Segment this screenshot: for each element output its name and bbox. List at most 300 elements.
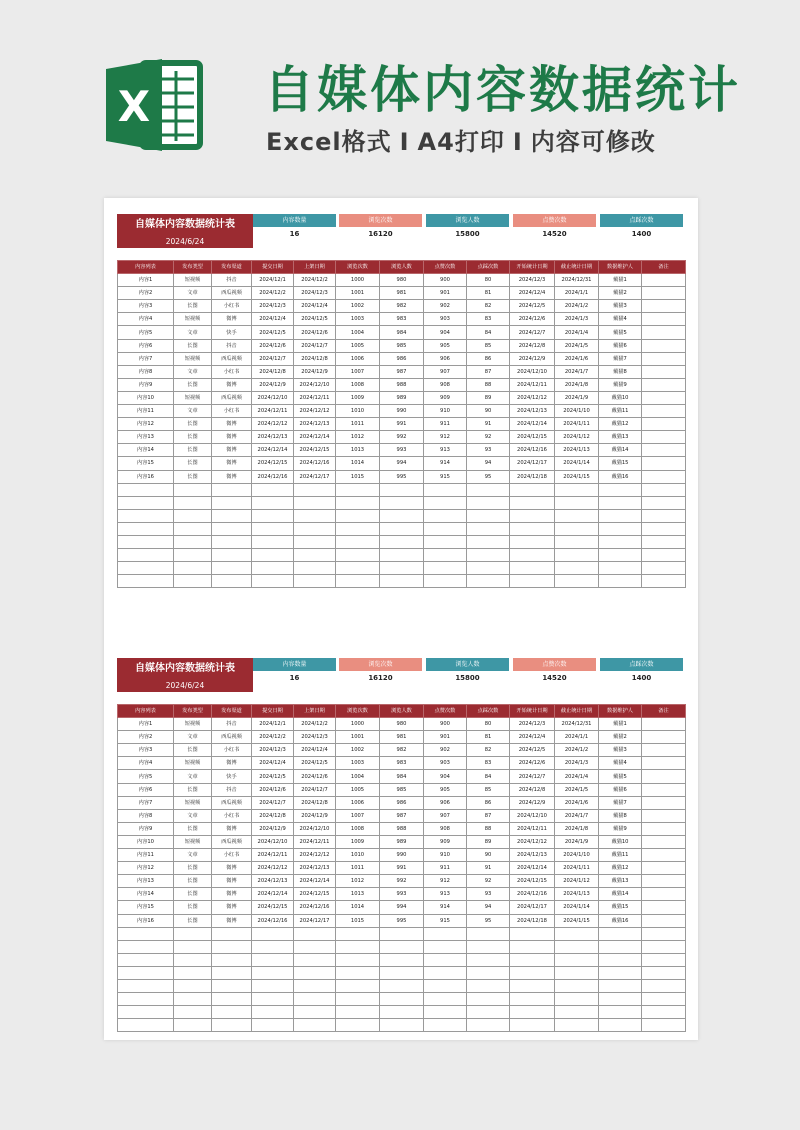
table-cell[interactable]: 2024/12/7 [252, 352, 294, 365]
table-cell[interactable] [174, 927, 212, 940]
table-cell[interactable]: 2024/12/3 [294, 287, 336, 300]
table-cell[interactable]: 82 [467, 300, 510, 313]
table-cell[interactable] [212, 966, 252, 979]
table-cell[interactable] [642, 326, 686, 339]
table-cell[interactable]: 2024/1/11 [555, 418, 599, 431]
table-cell[interactable]: 小红书 [212, 300, 252, 313]
table-cell[interactable] [294, 522, 336, 535]
table-cell[interactable]: 2024/12/16 [252, 470, 294, 483]
table-cell[interactable]: 907 [424, 809, 467, 822]
table-cell[interactable]: 1003 [336, 313, 380, 326]
table-cell[interactable] [642, 300, 686, 313]
table-cell[interactable]: 85 [467, 783, 510, 796]
table-cell[interactable] [555, 496, 599, 509]
table-cell[interactable]: 2024/1/2 [555, 300, 599, 313]
table-cell[interactable] [599, 483, 642, 496]
table-cell[interactable]: 88 [467, 822, 510, 835]
table-cell[interactable]: 81 [467, 287, 510, 300]
table-cell[interactable]: 文章 [174, 405, 212, 418]
table-cell[interactable] [336, 509, 380, 522]
table-cell[interactable]: 89 [467, 835, 510, 848]
table-cell[interactable]: 长图 [174, 744, 212, 757]
table-cell[interactable]: 西瓜视频 [212, 287, 252, 300]
table-cell[interactable]: 长图 [174, 418, 212, 431]
table-cell[interactable]: 2024/12/15 [294, 888, 336, 901]
table-cell[interactable]: 2024/12/5 [510, 300, 555, 313]
table-cell[interactable]: 2024/12/8 [252, 809, 294, 822]
table-cell[interactable] [294, 1019, 336, 1032]
table-cell[interactable] [642, 470, 686, 483]
table-cell[interactable]: 微博 [212, 901, 252, 914]
table-cell[interactable] [424, 953, 467, 966]
table-cell[interactable]: 84 [467, 326, 510, 339]
table-cell[interactable] [467, 535, 510, 548]
table-cell[interactable] [424, 1019, 467, 1032]
table-cell[interactable]: 992 [380, 875, 424, 888]
table-cell[interactable]: 微博 [212, 418, 252, 431]
table-cell[interactable]: 2024/12/12 [252, 862, 294, 875]
table-cell[interactable] [252, 953, 294, 966]
table-cell[interactable]: 91 [467, 862, 510, 875]
table-cell[interactable] [174, 535, 212, 548]
table-cell[interactable]: 2024/12/8 [294, 796, 336, 809]
table-cell[interactable]: 长图 [174, 300, 212, 313]
table-cell[interactable]: 内容5 [118, 326, 174, 339]
table-cell[interactable] [380, 522, 424, 535]
table-cell[interactable]: 2024/12/4 [252, 313, 294, 326]
table-cell[interactable]: 2024/1/13 [555, 444, 599, 457]
table-cell[interactable] [380, 575, 424, 588]
table-cell[interactable]: 小红书 [212, 405, 252, 418]
table-cell[interactable] [336, 483, 380, 496]
table-cell[interactable]: 981 [380, 731, 424, 744]
table-cell[interactable]: 994 [380, 901, 424, 914]
table-cell[interactable] [336, 535, 380, 548]
table-cell[interactable] [642, 313, 686, 326]
table-cell[interactable]: 小红书 [212, 849, 252, 862]
table-cell[interactable]: 戴猫12 [599, 418, 642, 431]
table-cell[interactable] [294, 1006, 336, 1019]
table-cell[interactable] [599, 966, 642, 979]
table-cell[interactable]: 993 [380, 444, 424, 457]
table-cell[interactable] [212, 496, 252, 509]
table-cell[interactable] [174, 549, 212, 562]
table-cell[interactable]: 2024/1/15 [555, 914, 599, 927]
table-cell[interactable]: 2024/12/17 [294, 470, 336, 483]
table-cell[interactable]: 短视频 [174, 352, 212, 365]
table-cell[interactable]: 1000 [336, 718, 380, 731]
table-cell[interactable] [642, 391, 686, 404]
table-cell[interactable]: 2024/12/10 [510, 365, 555, 378]
table-cell[interactable]: 2024/1/9 [555, 835, 599, 848]
table-cell[interactable] [336, 562, 380, 575]
table-cell[interactable]: 内容15 [118, 901, 174, 914]
table-cell[interactable] [212, 535, 252, 548]
table-cell[interactable]: 982 [380, 744, 424, 757]
table-cell[interactable] [642, 483, 686, 496]
table-cell[interactable] [252, 966, 294, 979]
table-cell[interactable] [294, 535, 336, 548]
table-cell[interactable]: 内容7 [118, 352, 174, 365]
table-cell[interactable]: 长图 [174, 862, 212, 875]
table-cell[interactable]: 984 [380, 770, 424, 783]
table-cell[interactable] [642, 993, 686, 1006]
table-cell[interactable]: 910 [424, 849, 467, 862]
table-cell[interactable]: 2024/12/4 [252, 757, 294, 770]
table-cell[interactable] [294, 496, 336, 509]
table-cell[interactable]: 912 [424, 431, 467, 444]
table-cell[interactable] [118, 549, 174, 562]
table-cell[interactable] [118, 562, 174, 575]
table-cell[interactable] [252, 522, 294, 535]
table-cell[interactable] [424, 483, 467, 496]
table-cell[interactable]: 2024/12/3 [252, 744, 294, 757]
table-cell[interactable] [294, 575, 336, 588]
table-cell[interactable]: 西瓜视频 [212, 796, 252, 809]
table-cell[interactable]: 2024/12/11 [510, 822, 555, 835]
table-cell[interactable]: 2024/12/6 [294, 326, 336, 339]
table-cell[interactable]: 2024/12/10 [252, 391, 294, 404]
table-cell[interactable]: 2024/12/10 [510, 809, 555, 822]
table-cell[interactable]: 长图 [174, 901, 212, 914]
table-cell[interactable]: 2024/12/3 [510, 274, 555, 287]
table-cell[interactable]: 2024/1/2 [555, 744, 599, 757]
table-cell[interactable]: 2024/12/15 [510, 431, 555, 444]
table-cell[interactable] [642, 339, 686, 352]
table-cell[interactable]: 1007 [336, 365, 380, 378]
table-cell[interactable]: 989 [380, 391, 424, 404]
table-cell[interactable]: 990 [380, 405, 424, 418]
table-cell[interactable]: 小红书 [212, 365, 252, 378]
table-cell[interactable] [118, 496, 174, 509]
table-cell[interactable] [380, 927, 424, 940]
table-cell[interactable] [555, 549, 599, 562]
table-cell[interactable] [642, 444, 686, 457]
table-cell[interactable] [294, 953, 336, 966]
table-cell[interactable]: 1011 [336, 418, 380, 431]
table-cell[interactable] [510, 483, 555, 496]
table-cell[interactable] [555, 966, 599, 979]
table-cell[interactable] [467, 966, 510, 979]
table-cell[interactable]: 989 [380, 835, 424, 848]
table-cell[interactable] [294, 562, 336, 575]
table-cell[interactable]: 西瓜视频 [212, 391, 252, 404]
table-cell[interactable] [174, 953, 212, 966]
table-cell[interactable]: 2024/1/6 [555, 796, 599, 809]
table-cell[interactable] [642, 783, 686, 796]
table-cell[interactable]: 西瓜视频 [212, 835, 252, 848]
table-cell[interactable]: 长图 [174, 888, 212, 901]
table-cell[interactable] [467, 927, 510, 940]
table-cell[interactable]: 2024/1/4 [555, 326, 599, 339]
table-cell[interactable]: 内容15 [118, 457, 174, 470]
table-cell[interactable]: 戴猫5 [599, 326, 642, 339]
table-cell[interactable]: 微博 [212, 378, 252, 391]
table-cell[interactable]: 文章 [174, 849, 212, 862]
table-cell[interactable]: 911 [424, 862, 467, 875]
table-cell[interactable] [642, 888, 686, 901]
table-cell[interactable]: 87 [467, 809, 510, 822]
table-cell[interactable]: 长图 [174, 914, 212, 927]
table-cell[interactable]: 微博 [212, 313, 252, 326]
table-cell[interactable]: 2024/12/5 [252, 326, 294, 339]
table-cell[interactable]: 81 [467, 731, 510, 744]
table-cell[interactable] [380, 1006, 424, 1019]
table-cell[interactable]: 2024/12/14 [510, 862, 555, 875]
table-cell[interactable] [510, 979, 555, 992]
table-cell[interactable] [642, 1006, 686, 1019]
table-cell[interactable]: 914 [424, 901, 467, 914]
table-cell[interactable]: 1007 [336, 809, 380, 822]
table-cell[interactable]: 2024/1/8 [555, 378, 599, 391]
table-cell[interactable]: 911 [424, 418, 467, 431]
table-cell[interactable]: 长图 [174, 378, 212, 391]
table-cell[interactable]: 83 [467, 757, 510, 770]
table-cell[interactable]: 戴猫10 [599, 391, 642, 404]
table-cell[interactable]: 戴猫8 [599, 365, 642, 378]
table-cell[interactable]: 2024/1/6 [555, 352, 599, 365]
table-cell[interactable]: 长图 [174, 470, 212, 483]
table-cell[interactable] [174, 562, 212, 575]
table-cell[interactable]: 短视频 [174, 835, 212, 848]
table-cell[interactable]: 908 [424, 822, 467, 835]
table-cell[interactable]: 903 [424, 313, 467, 326]
table-cell[interactable] [118, 483, 174, 496]
table-cell[interactable] [467, 483, 510, 496]
table-cell[interactable] [424, 575, 467, 588]
table-cell[interactable]: 戴猫11 [599, 849, 642, 862]
table-cell[interactable]: 87 [467, 365, 510, 378]
table-cell[interactable] [642, 901, 686, 914]
table-cell[interactable] [252, 940, 294, 953]
table-cell[interactable] [252, 575, 294, 588]
table-cell[interactable] [555, 562, 599, 575]
table-cell[interactable] [174, 993, 212, 1006]
table-cell[interactable]: 988 [380, 378, 424, 391]
table-cell[interactable]: 内容14 [118, 444, 174, 457]
table-cell[interactable]: 文章 [174, 809, 212, 822]
table-cell[interactable]: 94 [467, 457, 510, 470]
table-cell[interactable]: 短视频 [174, 313, 212, 326]
table-cell[interactable]: 1012 [336, 431, 380, 444]
table-cell[interactable] [599, 496, 642, 509]
table-cell[interactable]: 986 [380, 352, 424, 365]
table-cell[interactable] [642, 287, 686, 300]
table-cell[interactable] [336, 953, 380, 966]
table-cell[interactable] [642, 822, 686, 835]
table-cell[interactable] [642, 457, 686, 470]
table-cell[interactable] [642, 731, 686, 744]
table-cell[interactable] [380, 979, 424, 992]
table-cell[interactable]: 2024/1/12 [555, 431, 599, 444]
table-cell[interactable] [336, 1019, 380, 1032]
table-cell[interactable]: 长图 [174, 444, 212, 457]
table-cell[interactable]: 2024/12/16 [510, 888, 555, 901]
table-cell[interactable]: 2024/12/12 [294, 849, 336, 862]
table-cell[interactable] [642, 875, 686, 888]
table-cell[interactable] [380, 1019, 424, 1032]
table-cell[interactable]: 913 [424, 444, 467, 457]
table-cell[interactable]: 2024/12/10 [294, 822, 336, 835]
table-cell[interactable]: 内容5 [118, 770, 174, 783]
table-cell[interactable] [642, 509, 686, 522]
table-cell[interactable]: 994 [380, 457, 424, 470]
table-cell[interactable]: 1008 [336, 378, 380, 391]
table-cell[interactable]: 2024/12/1 [252, 718, 294, 731]
table-cell[interactable]: 2024/1/3 [555, 313, 599, 326]
table-cell[interactable]: 984 [380, 326, 424, 339]
table-cell[interactable]: 1013 [336, 444, 380, 457]
table-cell[interactable]: 内容14 [118, 888, 174, 901]
table-cell[interactable]: 2024/12/13 [294, 418, 336, 431]
table-cell[interactable]: 2024/1/15 [555, 470, 599, 483]
table-cell[interactable]: 2024/12/12 [510, 391, 555, 404]
table-cell[interactable] [510, 562, 555, 575]
table-cell[interactable]: 1014 [336, 901, 380, 914]
table-cell[interactable] [555, 979, 599, 992]
table-cell[interactable] [510, 993, 555, 1006]
table-cell[interactable]: 1012 [336, 875, 380, 888]
table-cell[interactable] [336, 966, 380, 979]
table-cell[interactable] [380, 966, 424, 979]
table-cell[interactable] [424, 966, 467, 979]
table-cell[interactable]: 2024/12/11 [294, 835, 336, 848]
table-cell[interactable]: 戴猫1 [599, 718, 642, 731]
table-cell[interactable] [252, 979, 294, 992]
table-cell[interactable]: 内容12 [118, 862, 174, 875]
table-cell[interactable] [424, 940, 467, 953]
table-cell[interactable]: 83 [467, 313, 510, 326]
table-cell[interactable]: 1014 [336, 457, 380, 470]
table-cell[interactable] [555, 509, 599, 522]
table-cell[interactable] [252, 509, 294, 522]
table-cell[interactable] [599, 549, 642, 562]
table-cell[interactable]: 抖音 [212, 339, 252, 352]
table-cell[interactable] [424, 993, 467, 1006]
table-cell[interactable]: 988 [380, 822, 424, 835]
table-cell[interactable]: 内容3 [118, 744, 174, 757]
table-cell[interactable]: 915 [424, 914, 467, 927]
table-cell[interactable]: 2024/1/7 [555, 365, 599, 378]
table-cell[interactable]: 2024/1/14 [555, 901, 599, 914]
table-cell[interactable]: 内容11 [118, 405, 174, 418]
table-cell[interactable] [642, 770, 686, 783]
table-cell[interactable]: 2024/12/6 [510, 757, 555, 770]
table-cell[interactable] [510, 927, 555, 940]
table-cell[interactable]: 2024/12/2 [252, 731, 294, 744]
table-cell[interactable]: 1006 [336, 352, 380, 365]
table-cell[interactable]: 2024/12/12 [252, 418, 294, 431]
table-cell[interactable]: 80 [467, 274, 510, 287]
table-cell[interactable] [118, 575, 174, 588]
table-cell[interactable] [294, 966, 336, 979]
table-cell[interactable] [599, 1019, 642, 1032]
table-cell[interactable]: 戴猫10 [599, 835, 642, 848]
table-cell[interactable]: 2024/12/13 [252, 431, 294, 444]
table-cell[interactable]: 微博 [212, 470, 252, 483]
table-cell[interactable]: 913 [424, 888, 467, 901]
table-cell[interactable] [467, 522, 510, 535]
table-cell[interactable] [380, 993, 424, 1006]
table-cell[interactable]: 2024/12/16 [510, 444, 555, 457]
table-cell[interactable]: 戴猫7 [599, 352, 642, 365]
table-cell[interactable]: 2024/12/5 [510, 744, 555, 757]
table-cell[interactable]: 2024/12/15 [294, 444, 336, 457]
table-cell[interactable]: 2024/1/7 [555, 809, 599, 822]
table-cell[interactable]: 抖音 [212, 783, 252, 796]
table-cell[interactable] [336, 993, 380, 1006]
table-cell[interactable] [118, 509, 174, 522]
table-cell[interactable]: 995 [380, 914, 424, 927]
table-cell[interactable]: 内容10 [118, 391, 174, 404]
table-cell[interactable] [336, 575, 380, 588]
table-cell[interactable]: 2024/12/17 [510, 901, 555, 914]
table-cell[interactable]: 短视频 [174, 718, 212, 731]
table-cell[interactable]: 戴猫5 [599, 770, 642, 783]
table-cell[interactable] [555, 940, 599, 953]
table-cell[interactable] [642, 744, 686, 757]
table-cell[interactable] [555, 522, 599, 535]
table-cell[interactable] [380, 483, 424, 496]
table-cell[interactable] [510, 940, 555, 953]
table-cell[interactable]: 2024/1/10 [555, 849, 599, 862]
table-cell[interactable]: 内容13 [118, 431, 174, 444]
table-cell[interactable]: 内容8 [118, 809, 174, 822]
table-cell[interactable]: 内容9 [118, 378, 174, 391]
table-cell[interactable] [642, 979, 686, 992]
table-cell[interactable]: 2024/12/5 [294, 313, 336, 326]
table-cell[interactable] [642, 405, 686, 418]
table-cell[interactable]: 内容16 [118, 470, 174, 483]
table-cell[interactable] [510, 549, 555, 562]
table-cell[interactable]: 短视频 [174, 274, 212, 287]
table-cell[interactable]: 2024/12/11 [252, 849, 294, 862]
table-cell[interactable] [467, 549, 510, 562]
table-cell[interactable] [336, 496, 380, 509]
table-cell[interactable] [212, 953, 252, 966]
table-cell[interactable] [642, 966, 686, 979]
table-cell[interactable]: 戴猫12 [599, 862, 642, 875]
table-cell[interactable]: 900 [424, 718, 467, 731]
table-cell[interactable]: 小红书 [212, 809, 252, 822]
table-cell[interactable] [118, 1019, 174, 1032]
table-cell[interactable]: 内容3 [118, 300, 174, 313]
table-cell[interactable]: 内容4 [118, 757, 174, 770]
table-cell[interactable] [424, 549, 467, 562]
table-cell[interactable]: 内容12 [118, 418, 174, 431]
table-cell[interactable]: 1008 [336, 822, 380, 835]
table-cell[interactable]: 1001 [336, 731, 380, 744]
table-cell[interactable]: 2024/12/4 [510, 731, 555, 744]
table-cell[interactable] [118, 966, 174, 979]
table-cell[interactable]: 2024/12/6 [294, 770, 336, 783]
table-cell[interactable]: 2024/12/9 [294, 809, 336, 822]
table-cell[interactable] [555, 993, 599, 1006]
table-cell[interactable]: 2024/12/13 [510, 405, 555, 418]
table-cell[interactable] [252, 562, 294, 575]
table-cell[interactable]: 戴猫16 [599, 470, 642, 483]
table-cell[interactable]: 戴猫2 [599, 731, 642, 744]
table-cell[interactable] [212, 549, 252, 562]
table-cell[interactable]: 2024/12/4 [294, 300, 336, 313]
table-cell[interactable]: 2024/12/9 [252, 378, 294, 391]
table-cell[interactable]: 1004 [336, 326, 380, 339]
table-cell[interactable]: 文章 [174, 731, 212, 744]
table-cell[interactable]: 内容1 [118, 718, 174, 731]
table-cell[interactable] [174, 940, 212, 953]
table-cell[interactable] [599, 993, 642, 1006]
table-cell[interactable]: 戴猫7 [599, 796, 642, 809]
